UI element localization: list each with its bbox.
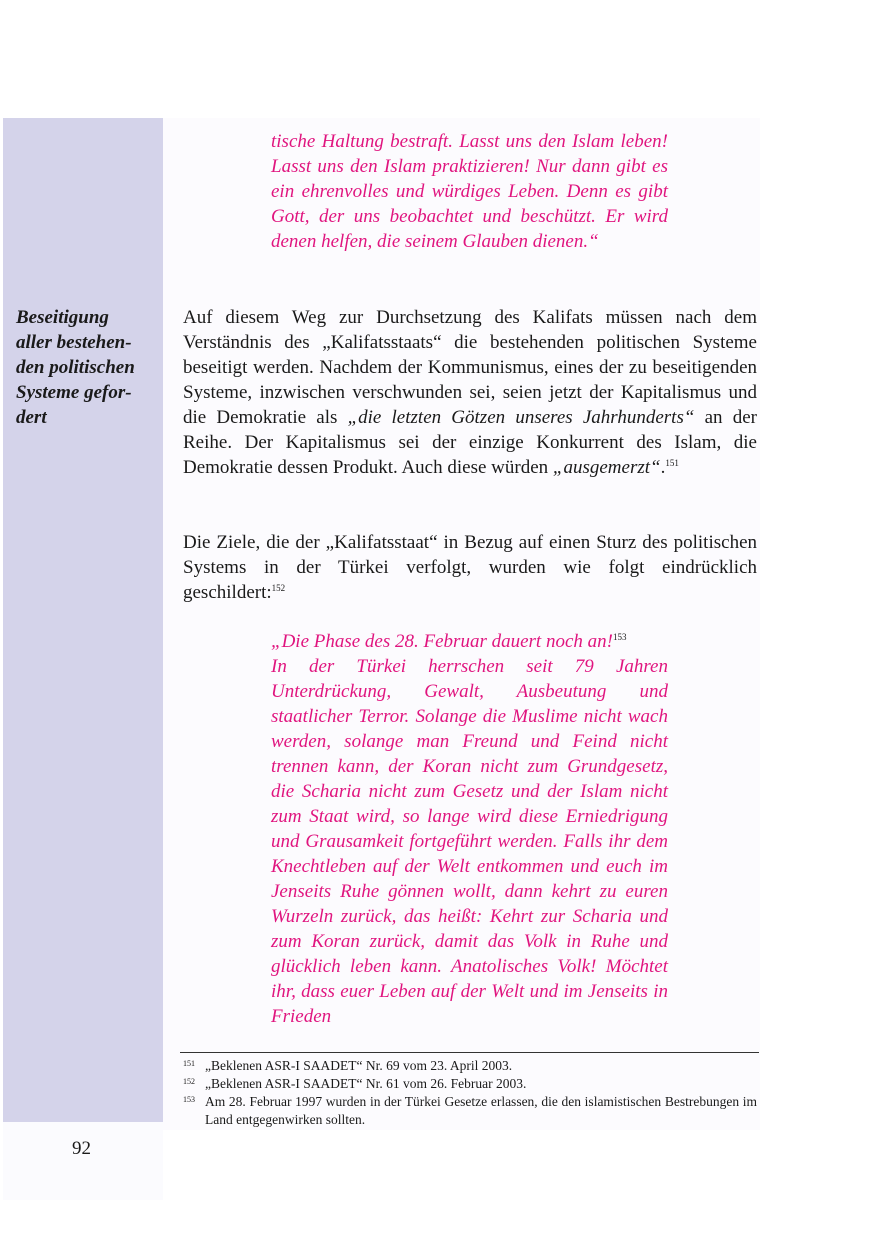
- footnote-number: 152: [183, 1077, 195, 1086]
- paragraph-text: Die Ziele, die der „Kalifatsstaat“ in Bezug auf einen Sturz des politischen Systems in der Türkei verfolgt, wurden wie folgt eindrücklich geschildert:: [183, 532, 757, 603]
- footnote-ref[interactable]: 151: [665, 458, 679, 468]
- body-paragraph-2: [183, 530, 757, 605]
- margin-note-line: dert: [16, 407, 47, 428]
- footnote-ref[interactable]: 152: [271, 583, 286, 593]
- quote-heading: „Die Phase des 28. Februar dauert noch an!: [271, 631, 613, 652]
- margin-note: [16, 305, 156, 430]
- footnote-text: Am 28. Februar 1997 wurden in der Türkei Gesetze erlassen, die den islamistischen Bestrebungen im Land entgegenwirken sollten.: [205, 1094, 757, 1127]
- footnote-ref[interactable]: 153: [612, 632, 627, 642]
- footnote: [183, 1075, 757, 1093]
- margin-note-line: aller bestehen-: [16, 332, 132, 353]
- footnote: [183, 1093, 757, 1129]
- footnote-text: „Beklenen ASR-I SAADET“ Nr. 69 vom 23. April 2003.: [205, 1058, 513, 1073]
- quote-text: In der Türkei herrschen seit 79 Jahren Unterdrückung, Gewalt, Ausbeutung und staatlicher Terror. Solange die Muslime nicht wach werden, solange man Freund und Feind nicht trennen kann, der Koran nicht zum Grundgesetz, die Scharia nicht zum Gesetz und der Islam nicht zum Staat wird, so lange wird diese Erniedrigung und Grausamkeit fortgeführt werden. Falls ihr dem Knechtleben auf der Welt entkommen und euch im Jenseits Ruhe gönnen wollt, dann kehrt zu euren Wurzeln zurück, das heißt: Kehrt zur Scharia und zum Koran zurück, damit das Volk in Ruhe und glücklich leben kann. Anatolisches Volk! Möchtet ihr, dass euer Leben auf der Welt und im Jenseits in Frieden: [271, 656, 668, 1027]
- margin-note-line: Beseitigung: [16, 307, 109, 328]
- emphasis-quote: „die letzten Götzen unseres Jahrhunderts“: [347, 407, 695, 428]
- paragraph-text: an der Reihe. Der Kapitalismus sei der einzige Konkurrent des Islam, die Demokratie dessen Produkt. Auch diese würden: [183, 407, 757, 478]
- sidebar-footer-area: [3, 1122, 163, 1200]
- margin-note-line: Systeme gefor-: [16, 382, 132, 403]
- margin-note-line: den politischen: [16, 357, 135, 378]
- body-paragraph-1: [183, 305, 757, 480]
- page-number: 92: [72, 1138, 91, 1159]
- footnote-number: 153: [183, 1095, 195, 1104]
- footnotes: [183, 1057, 757, 1129]
- margin-sidebar: [3, 118, 163, 1122]
- paragraph-text: .: [660, 457, 666, 478]
- footnote-number: 151: [183, 1059, 195, 1068]
- emphasis-quote: „ausgemerzt“: [552, 457, 661, 478]
- footnote-text: „Beklenen ASR-I SAADET“ Nr. 61 vom 26. Februar 2003.: [205, 1076, 527, 1091]
- footnote-divider: [180, 1052, 759, 1053]
- quote-block-1: tische Haltung bestraft. Lasst uns den Islam leben! Lasst uns den Islam praktizieren! Nur dann gibt es ein ehrenvolles und würdiges Leben. Denn es gibt Gott, der uns beobachtet und beschützt. Er wird denen helfen, die seinem Glauben dienen.“: [271, 131, 668, 252]
- footnote: [183, 1057, 757, 1075]
- quote-block-2: [271, 629, 668, 1029]
- paragraph-text: Auf diesem Weg zur Durchsetzung des Kalifats müssen nach dem Verständnis des „Kalifatsstaats“ die bestehenden politischen Systeme beseitigt werden. Nachdem der Kommunismus, eines der zu beseitigenden Systeme, inzwischen verschwunden sei, seien jetzt der Kapitalismus und die Demokratie als: [183, 307, 757, 428]
